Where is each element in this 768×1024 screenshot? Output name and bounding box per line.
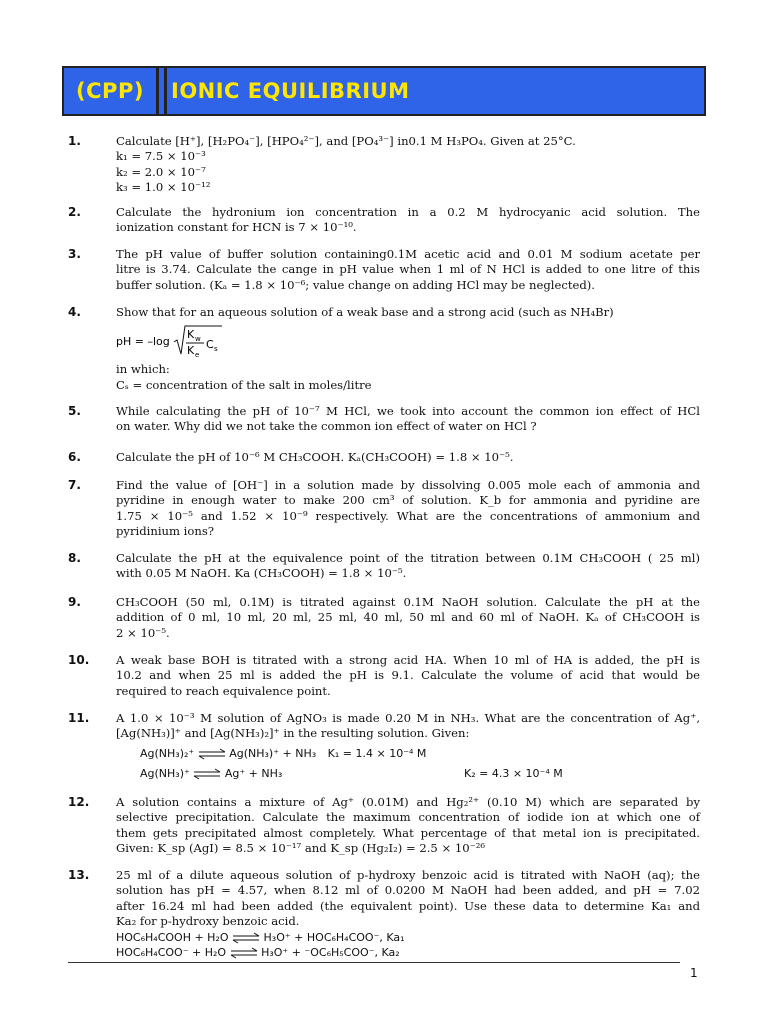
question-text: Given: K_sp (AgI) = 8.5 × 10⁻¹⁷ and K_sp (Hg₂I₂) = 2.5 × 10⁻²⁶: [116, 841, 486, 856]
product: Ag⁺ + NH₃: [224, 766, 283, 780]
constant-k2: k₂ = 2.0 × 10⁻⁷: [116, 164, 206, 179]
question-text: 2 × 10⁻⁵.: [116, 625, 170, 640]
question-text: pyridinium ions?: [116, 524, 214, 539]
question-text: buffer solution. (Kₐ = 1.8 × 10⁻⁶; value change on adding HCl may be neglected).: [116, 277, 595, 292]
footer-rule: [68, 962, 680, 963]
equilibrium-arrows-icon: [230, 947, 258, 959]
question-number: 10.: [68, 653, 90, 667]
question-number: 7.: [68, 478, 81, 492]
equilibrium-constant: K₁ = 1.4 × 10⁻⁴ M: [327, 746, 427, 760]
formula-lhs: pH = –log: [116, 335, 170, 349]
question-number: 1.: [68, 134, 81, 148]
question-number: 12.: [68, 795, 90, 809]
question-text: 1.75 × 10⁻⁵ and 1.52 × 10⁻⁹ respectively. What are the concentrations of ammonium and: [116, 508, 700, 523]
question-text: solution has pH = 4.57, when 8.12 ml of 0.0200 M NaOH had been added, and pH = 7.02: [116, 883, 700, 898]
question-number: 13.: [68, 868, 90, 882]
product: H₃O⁺ + ⁻OC₆H₅COO⁻, Ka₂: [261, 946, 400, 960]
question-text: Ka₂ for p-hydroxy benzoic acid.: [116, 914, 300, 929]
equilibrium-arrows-icon: [198, 748, 226, 760]
question-text: in which:: [116, 362, 170, 377]
equilibrium-arrows-icon: [193, 768, 221, 780]
question-number: 2.: [68, 205, 81, 219]
constant-k3: k₃ = 1.0 × 10⁻¹²: [116, 180, 211, 195]
question-text: after 16.24 ml had been added (the equivalent point). Use these data to determine Ka₁ and: [116, 898, 700, 913]
equilibrium-row-1: [116, 930, 700, 945]
question-text: Cₛ = concentration of the salt in moles/litre: [116, 377, 372, 392]
question-number: 9.: [68, 595, 81, 609]
equilibrium-row-2: [116, 945, 700, 960]
question-number: 11.: [68, 711, 90, 725]
equilibrium-row-2: [140, 766, 282, 781]
question-text: Calculate [H⁺], [H₂PO₄⁻], [HPO₄²⁻], and [PO₄³⁻] in0.1 M H₃PO₄. Given at 25°C.: [116, 134, 576, 148]
question-number: 5.: [68, 404, 81, 418]
question-text: Calculate the pH of 10⁻⁶ M CH₃COOH. Kₐ(CH₃COOH) = 1.8 × 10⁻⁵.: [116, 450, 514, 464]
question-text: Calculate the pH at the equivalence point of the titration between 0.1M CH₃COOH ( 25 ml): [116, 551, 700, 565]
reactant: HOC₆H₄COO⁻ + H₂O: [116, 946, 227, 960]
product: Ag(NH₃)⁺ + NH₃: [229, 746, 317, 760]
question-text: on water. Why did we not take the common ion effect of water on HCl ?: [116, 419, 537, 434]
question-number: 8.: [68, 551, 81, 565]
question-text: A 1.0 × 10⁻³ M solution of AgNO₃ is made 0.20 M in NH₃. What are the concentration of Ag⁺,: [116, 711, 700, 725]
question-text: 25 ml of a dilute aqueous solution of p-hydroxy benzoic acid is titrated with NaOH (aq); the: [116, 868, 700, 882]
question-text: The pH value of buffer solution containing0.1M acetic acid and 0.01 M sodium acetate per: [116, 247, 700, 261]
reactant: Ag(NH₃)⁺: [140, 766, 190, 780]
question-text: [Ag(NH₃)]⁺ and [Ag(NH₃)₂]⁺ in the resulting solution. Given:: [116, 726, 470, 741]
question-text: required to reach equivalence point.: [116, 683, 331, 698]
question-number: 4.: [68, 305, 81, 319]
equilibria: [116, 744, 700, 784]
question-text: A solution contains a mixture of Ag⁺ (0.01M) and Hg₂²⁺ (0.10 M) which are separated by: [116, 795, 700, 809]
question-text: litre is 3.74. Calculate the cange in pH value when 1 ml of N HCl is added to one litre of this: [116, 262, 700, 277]
question-text: ionization constant for HCN is 7 × 10⁻¹⁰.: [116, 220, 357, 235]
reactant: Ag(NH₃)₂⁺: [140, 746, 195, 760]
formula-numerator: K: [187, 328, 195, 342]
equilibrium-constant-2: K₂ = 4.3 × 10⁻⁴ M: [464, 766, 563, 780]
equilibrium-arrows-icon: [232, 932, 260, 944]
formula-numerator-sub: w: [195, 335, 201, 344]
question-text: them gets precipitated almost completely. What percentage of that metal ion is precipitated.: [116, 825, 700, 840]
page-number: 1: [690, 966, 698, 980]
equilibrium-row-1: [140, 746, 426, 761]
title-banner: [62, 66, 706, 116]
page-title: IONIC EQUILIBRIUM: [164, 68, 704, 114]
ph-formula-graphic: [116, 322, 356, 360]
formula-tail-sub: s: [214, 345, 218, 354]
question-text: selective precipitation. Calculate the maximum concentration of iodide ion at which one of: [116, 810, 700, 825]
constant-k1: k₁ = 7.5 × 10⁻³: [116, 149, 206, 164]
question-text: While calculating the pH of 10⁻⁷ M HCl, we took into account the common ion effect of HCl: [116, 404, 700, 418]
question-text: pyridine in enough water to make 200 cm³ of solution. K_b for ammonia and pyridine are: [116, 493, 700, 508]
question-text: Show that for an aqueous solution of a weak base and a strong acid (such as NH₄Br): [116, 305, 614, 319]
question-text: 10.2 and when 25 ml is added the pH is 9.1. Calculate the volume of acid that would be: [116, 668, 700, 683]
ph-formula: [116, 322, 700, 360]
question-number: 3.: [68, 247, 81, 261]
question-text: Find the value of [OH⁻] in a solution made by dissolving 0.005 mole each of ammonia and: [116, 478, 700, 492]
question-text: with 0.05 M NaOH. Ka (CH₃COOH) = 1.8 × 10⁻⁵.: [116, 566, 407, 581]
question-number: 6.: [68, 450, 81, 464]
formula-denominator-sub: e: [195, 351, 200, 360]
series-code: (CPP): [64, 68, 159, 114]
product: H₃O⁺ + HOC₆H₄COO⁻, Ka₁: [263, 930, 405, 944]
formula-denominator: K: [187, 344, 195, 358]
question-text: Calculate the hydronium ion concentration in a 0.2 M hydrocyanic acid solution. The: [116, 205, 700, 219]
question-text: CH₃COOH (50 ml, 0.1M) is titrated against 0.1M NaOH solution. Calculate the pH at the: [116, 595, 700, 609]
question-text: addition of 0 ml, 10 ml, 20 ml, 25 ml, 40 ml, 50 ml and 60 ml of NaOH. Kₐ of CH₃COOH is: [116, 610, 700, 625]
reactant: HOC₆H₄COOH + H₂O: [116, 930, 229, 944]
formula-tail: C: [206, 338, 214, 352]
question-text: A weak base BOH is titrated with a strong acid HA. When 10 ml of HA is added, the pH is: [116, 653, 700, 667]
